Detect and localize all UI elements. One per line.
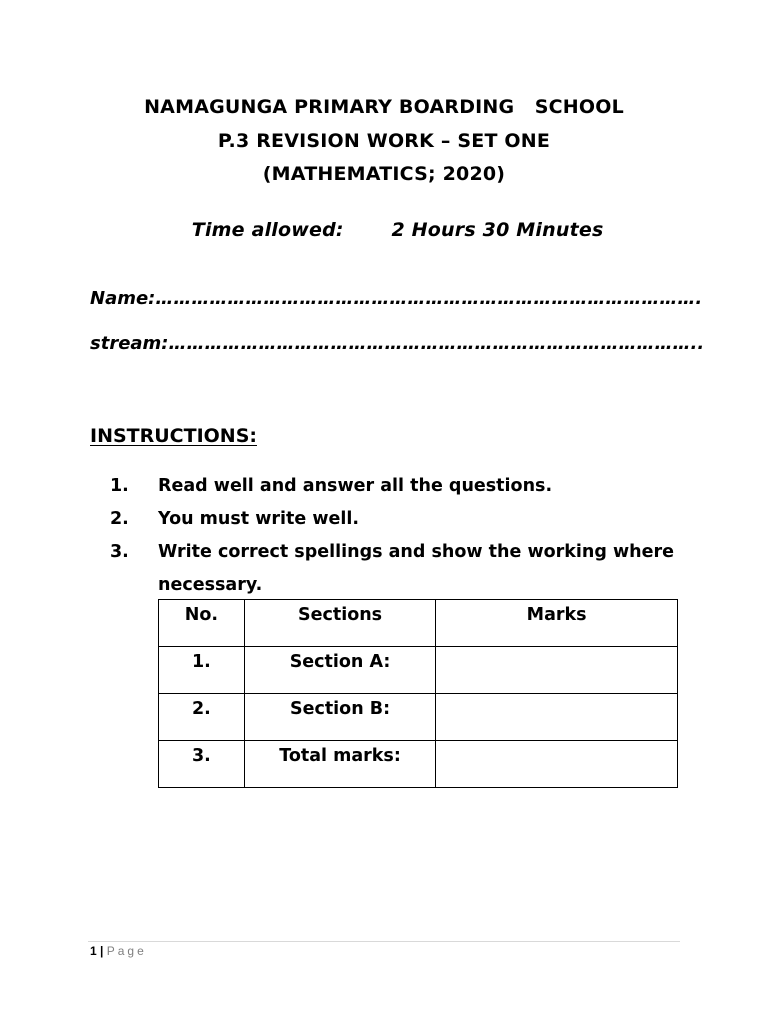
- page-separator: |: [100, 944, 104, 958]
- page-footer: [90, 944, 147, 958]
- column-header-sections: Sections: [244, 600, 435, 647]
- time-allowed-label: Time allowed:: [191, 219, 344, 241]
- stream-field: stream:……………………………………………………………………………..: [90, 333, 705, 354]
- table-row: [159, 694, 678, 741]
- instructions-heading: INSTRUCTIONS:: [90, 425, 257, 447]
- marks-table: [158, 599, 678, 788]
- instruction-number: 1.: [110, 476, 129, 496]
- school-name: NAMAGUNGA PRIMARY BOARDING SCHOOL: [144, 96, 624, 118]
- instruction-number: 3.: [110, 542, 129, 562]
- subject-title: (MATHEMATICS; 2020): [262, 163, 506, 185]
- table-row: [159, 741, 678, 788]
- time-allowed: [0, 197, 768, 263]
- row-marks: [436, 647, 678, 694]
- list-item: [110, 470, 690, 503]
- name-field: Name:……………………………………………………………………………….: [90, 288, 703, 309]
- list-item: [110, 536, 690, 602]
- table-header-row: [159, 600, 678, 647]
- instruction-number: 2.: [110, 509, 129, 529]
- page-word: Page: [106, 944, 147, 958]
- row-section: Section B:: [244, 694, 435, 741]
- table-row: [159, 647, 678, 694]
- row-section: Total marks:: [244, 741, 435, 788]
- row-marks: [436, 741, 678, 788]
- row-section: Section A:: [244, 647, 435, 694]
- instructions-list: [110, 470, 690, 602]
- list-item: [110, 503, 690, 536]
- time-allowed-value: 2 Hours 30 Minutes: [391, 219, 604, 241]
- row-number: 1.: [159, 647, 245, 694]
- revision-set-title: P.3 REVISION WORK – SET ONE: [217, 130, 551, 152]
- column-header-no: No.: [159, 600, 245, 647]
- row-marks: [436, 694, 678, 741]
- column-header-marks: Marks: [436, 600, 678, 647]
- instruction-text: You must write well.: [158, 509, 360, 529]
- footer-divider: [88, 941, 680, 942]
- instruction-text: Read well and answer all the questions.: [158, 476, 553, 496]
- row-number: 3.: [159, 741, 245, 788]
- page-number: 1: [90, 944, 97, 958]
- instruction-text: Write correct spellings and show the working where necessary.: [158, 542, 674, 595]
- row-number: 2.: [159, 694, 245, 741]
